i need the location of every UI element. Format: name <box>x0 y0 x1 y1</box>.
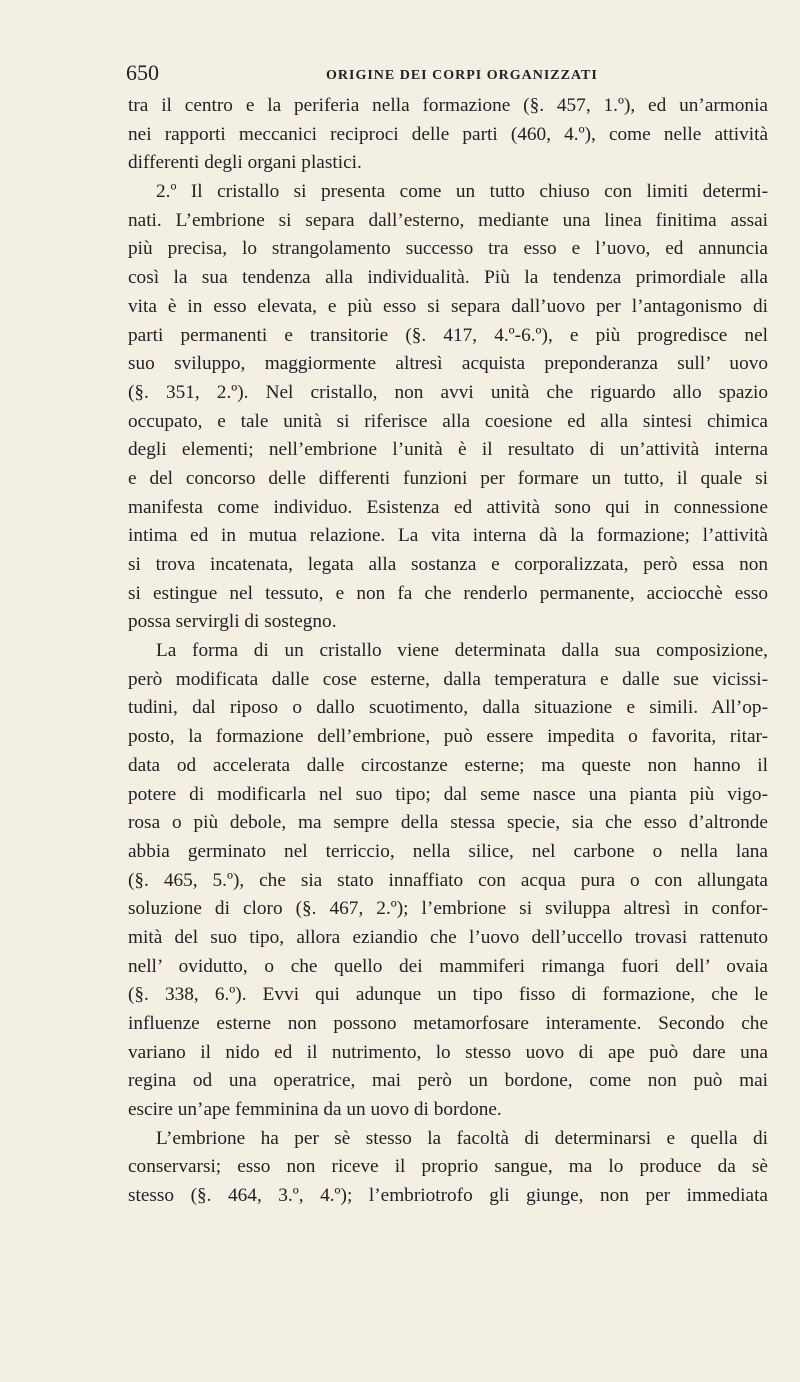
text-line: 2.º Il cristallo si presenta come un tutto chiuso con limiti determi- <box>156 181 768 203</box>
running-head: ORIGINE DEI CORPI ORGANIZZATI <box>326 68 598 83</box>
text-line: stesso (§. 464, 3.º, 4.º); l’embriotrofo gli giunge, non per immediata <box>128 1185 768 1207</box>
text-line: si estingue nel tessuto, e non fa che renderlo permanente, acciocchè esso <box>128 582 768 604</box>
text-line: potere di modificarla nel suo tipo; dal seme nasce una pianta più vigo- <box>128 783 768 805</box>
text-line: intima ed in mutua relazione. La vita interna dà la formazione; l’attività <box>128 525 768 547</box>
text-line: nati. L’embrione si separa dall’esterno, mediante una linea finitima assai <box>128 209 768 231</box>
text-line: data od accelerata dalle circostanze esterne; ma queste non hanno il <box>128 754 768 776</box>
text-line: posto, la formazione dell’embrione, può essere impedita o favorita, ritar- <box>128 726 768 748</box>
text-line: soluzione di cloro (§. 467, 2.º); l’embrione si sviluppa altresì in confor- <box>128 898 768 920</box>
text-line: nei rapporti meccanici reciproci delle parti (460, 4.º), come nelle attività <box>128 123 768 145</box>
text-line: mità del suo tipo, allora eziandio che l’uovo dell’uccello trovasi rattenuto <box>128 926 768 948</box>
page-header <box>126 58 730 88</box>
text-line: tudini, dal riposo o dallo scuotimento, dalla situazione e simili. All’op- <box>128 697 768 719</box>
text-line: rosa o più debole, ma sempre della stessa specie, sia che esso d’altronde <box>128 812 768 834</box>
body-text <box>128 92 768 1211</box>
text-line: variano il nido ed il nutrimento, lo stesso uovo di ape può dare una <box>128 1041 768 1063</box>
text-line: abbia germinato nel terriccio, nella silice, nel carbone o nella lana <box>128 840 768 862</box>
text-line: parti permanenti e transitorie (§. 417, 4.º-6.º), e più progredisce nel <box>128 324 768 346</box>
text-line: differenti degli organi plastici. <box>128 152 362 174</box>
text-line: (§. 351, 2.º). Nel cristallo, non avvi unità che riguardo allo spazio <box>128 381 768 403</box>
text-line: così la sua tendenza alla individualità. Più la tendenza primordiale alla <box>128 267 768 289</box>
text-line: si trova incatenata, legata alla sostanza e corporalizzata, però essa non <box>128 554 768 575</box>
text-line: (§. 338, 6.º). Evvi qui adunque un tipo fisso di formazione, che le <box>128 984 768 1006</box>
text-line: degli elementi; nell’embrione l’unità è il resultato di un’attività interna <box>128 439 768 461</box>
text-line: occupato, e tale unità si riferisce alla coesione ed alla sintesi chimica <box>128 410 768 432</box>
text-line: possa servirgli di sostegno. <box>128 611 337 633</box>
page-number: 650 <box>126 60 159 85</box>
text-line: manifesta come individuo. Esistenza ed attività sono qui in connessione <box>128 496 768 518</box>
text-line: escire un’ape femminina da un uovo di bordone. <box>128 1099 502 1121</box>
text-line: suo sviluppo, maggiormente altresì acquista preponderanza sull’ uovo <box>128 353 768 375</box>
text-line: (§. 465, 5.º), che sia stato innaffiato con acqua pura o con allungata <box>128 869 768 891</box>
text-line: nell’ ovidutto, o che quello dei mammiferi rimanga fuori dell’ ovaia <box>128 955 768 977</box>
text-line: più precisa, lo strangolamento successo tra esso e l’uovo, ed annuncia <box>128 238 768 260</box>
text-line: regina od una operatrice, mai però un bordone, come non può mai <box>128 1070 768 1092</box>
text-line: e del concorso delle differenti funzioni per formare un tutto, il quale si <box>128 467 768 489</box>
text-line: tra il centro e la periferia nella formazione (§. 457, 1.º), ed un’armonia <box>128 95 768 116</box>
text-line: influenze esterne non possono metamorfosare interamente. Secondo che <box>128 1013 768 1034</box>
text-line: però modificata dalle cose esterne, dalla temperatura e dalle sue vicissi- <box>128 668 768 690</box>
text-line: La forma di un cristallo viene determinata dalla sua composizione, <box>156 640 768 662</box>
text-line: conservarsi; esso non riceve il proprio sangue, ma lo produce da sè <box>128 1156 768 1178</box>
text-line: vita è in esso elevata, e più esso si separa dall’uovo per l’antagonismo di <box>128 295 768 317</box>
text-line: L’embrione ha per sè stesso la facoltà di determinarsi e quella di <box>156 1127 768 1149</box>
